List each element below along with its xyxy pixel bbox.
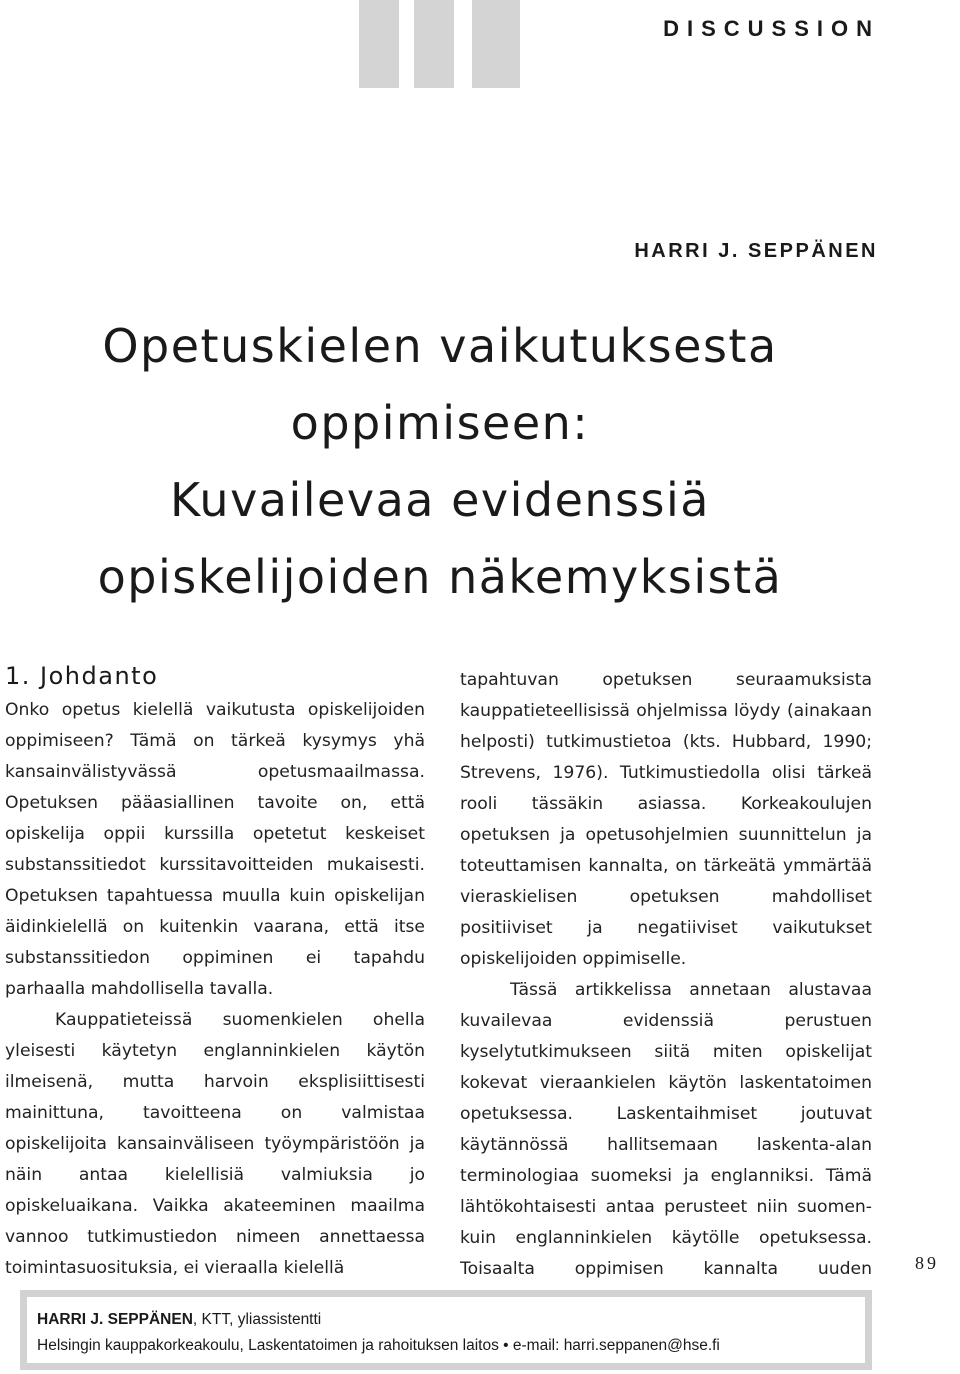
- right-column: [460, 665, 872, 1316]
- author-name: HARRI J. SEPPÄNEN: [634, 240, 878, 262]
- decorative-bar: [472, 0, 520, 88]
- title-line: Opetuskielen vaikutuksesta: [102, 319, 778, 373]
- title-line: opiskelijoiden näkemyksistä: [97, 550, 783, 604]
- page-number: 89: [915, 1253, 939, 1273]
- title-line: Kuvailevaa evidenssiä: [170, 473, 710, 527]
- body-paragraph: Tässä artikkelissa annetaan alustavaa kuvailevaa evidenssiä perustuen kyselytutkimukseen siitä miten opiskelijat kokevat vieraankielen käytön laskentatoimen opetuksessa. Laskentaihmiset joutuvat käytännössä hallitsemaan laskenta-alan terminologiaa suomeksi ja englanniksi. Tämä lähtökohtaisesti antaa perusteet niin suomen- kuin englanninkielen käytölle opetuksessa. Toisaalta oppimisen kannalta uuden: [460, 980, 872, 1279]
- footer-credentials: , KTT, yliassistentti: [192, 1311, 322, 1328]
- author-footer: [20, 1290, 872, 1370]
- section-label: DISCUSSION: [663, 16, 880, 41]
- title-line: oppimiseen:: [290, 396, 590, 450]
- body-paragraph: Kauppatieteissä suomenkielen ohella yleisesti käytetyn englanninkielen käytön ilmeisenä, mutta harvoin eksplisiittisesti mainittuna, tavoitteena on valmistaa opiskelijoita kansainväliseen työympäristöön ja näin antaa kielellisiä valmiuksia jo opiskeluaikana. Vaikka akateeminen maailma vannoo tutkimustiedon nimeen annettaessa toimintasuosituksia, ei vieraalla kielellä: [5, 1010, 425, 1278]
- decorative-bar: [414, 0, 454, 88]
- left-column: [5, 695, 425, 1284]
- decorative-bar: [359, 0, 399, 88]
- author-footer-box: [27, 1297, 865, 1363]
- footer-author-name: HARRI J. SEPPÄNEN: [37, 1311, 193, 1328]
- section-heading: 1. Johdanto: [5, 662, 159, 690]
- footer-affiliation: Helsingin kauppakorkeakoulu, Laskentatoimen ja rahoituksen laitos • e-mail: harri.seppanen@hse.fi: [37, 1337, 720, 1354]
- article-title: [40, 308, 840, 616]
- body-paragraph: Onko opetus kielellä vaikutusta opiskelijoiden oppimiseen? Tämä on tärkeä kysymys yhä kansainvälistyvässä opetusmaailmassa. Opetuksen pääasiallinen tavoite on, että opiskelija oppii kurssilla opetetut keskeiset substanssitiedot kurssitavoitteiden mukaisesti. Opetuksen tapahtuessa muulla kuin opiskelijan äidinkielellä on kuitenkin vaarana, että itse substanssitiedon oppiminen ei tapahdu parhaalla mahdollisella tavalla.: [5, 700, 425, 999]
- footer-author-line: [37, 1311, 321, 1329]
- body-paragraph: tapahtuvan opetuksen seuraamuksista kauppatieteellisissä ohjelmissa löydy (ainakaan helposti) tutkimustietoa (kts. Hubbard, 1990; Strevens, 1976). Tutkimustiedolla olisi tärkeä rooli tässäkin asiassa. Korkeakoulujen opetuksen ja opetusohjelmien suunnittelun ja toteuttamisen kannalta, on tärkeätä ymmärtää vieraskielisen opetuksen mahdolliset positiiviset ja negatiiviset vaikutukset opiskelijoiden oppimiselle.: [460, 670, 872, 969]
